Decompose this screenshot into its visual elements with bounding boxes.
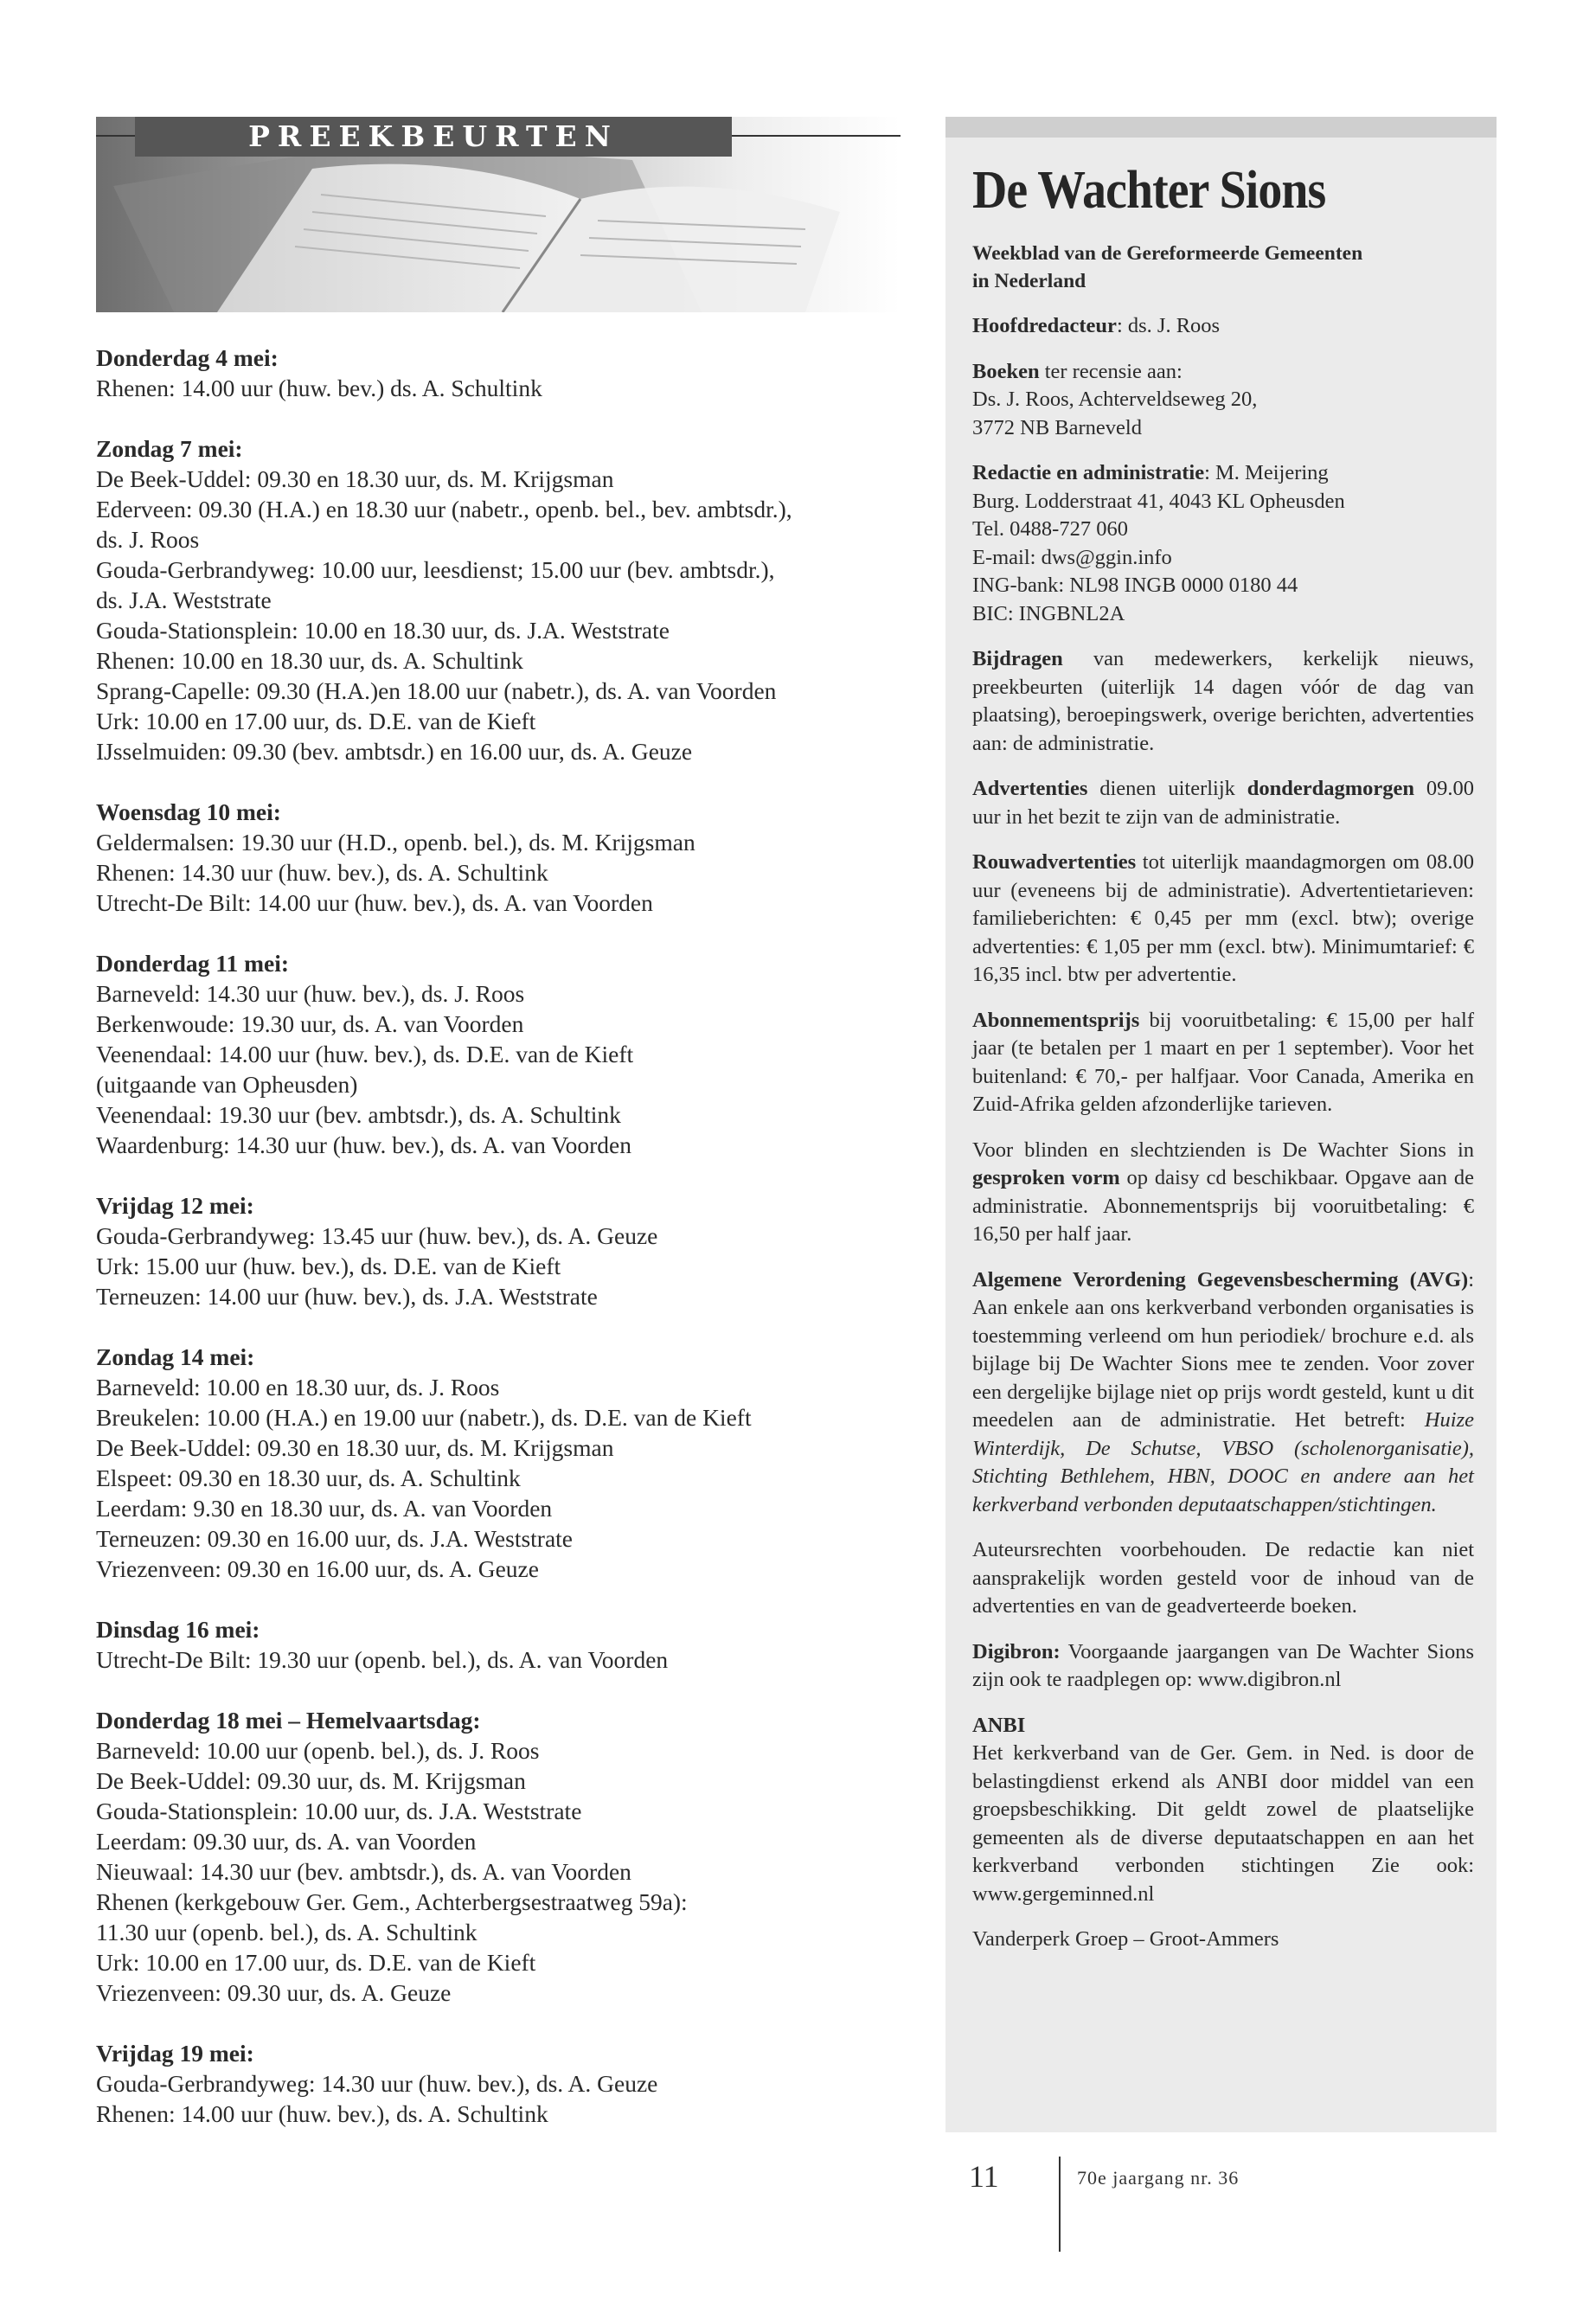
day-title: Vrijdag 12 mei:	[96, 1192, 254, 1219]
masthead-box	[945, 117, 1497, 2132]
subscription-info: Abonnementsprijs bij vooruitbetaling: € 15,00 per half jaar (te betalen per 1 maart en per 1 september). Voor het buitenland: € 70,- per halfjaar. Voor Canada, Amerika en Zuid-Afrika gelden afzonderlijke tarieven.	[972, 1008, 1474, 1116]
day-title: Donderdag 4 mei:	[96, 344, 279, 371]
service-entry: Veenendaal: 19.30 uur (bev. ambtsdr.), ds. A. Schultink	[96, 1101, 621, 1128]
sermon-schedule	[96, 343, 909, 2159]
service-entry: (uitgaande van Opheusden)	[96, 1071, 358, 1098]
service-entry: Barneveld: 14.30 uur (huw. bev.), ds. J. Roos	[96, 980, 525, 1007]
service-entry: Rhenen: 14.00 uur (huw. bev.) ds. A. Schultink	[96, 375, 542, 401]
day-title: Dinsdag 16 mei:	[96, 1616, 260, 1643]
service-entry: Nieuwaal: 14.30 uur (bev. ambtsdr.), ds. A. van Voorden	[96, 1858, 631, 1885]
service-entry: Waardenburg: 14.30 uur (huw. bev.), ds. A. van Voorden	[96, 1131, 631, 1158]
ads-info: Advertenties dienen uiterlijk donderdagmorgen 09.00 uur in het bezit te zijn van de administratie.	[972, 777, 1475, 829]
service-entry: Gouda-Gerbrandyweg: 14.30 uur (huw. bev.), ds. A. Geuze	[96, 2070, 658, 2097]
service-entry: Berkenwoude: 19.30 uur, ds. A. van Voorden	[96, 1010, 524, 1037]
anbi-info: ANBI Het kerkverband van de Ger. Gem. in Ned. is door de belastingdienst erkend als ANBI door middel van een groepsbeschikking. Dit geldt zowel de plaatselijke gemeenten als de diverse deputaatschappen en aan het kerkverband verbonden stichtingen Zie ook: www.gergeminned.nl	[972, 1713, 1474, 1906]
contributions-info: Bijdragen van medewerkers, kerkelijk nieuws, preekbeurten (uiterlijk 14 dagen vóór de dag van plaatsing), beroepingswerk, overige berichten, advertenties aan: de administratie.	[972, 647, 1474, 755]
service-entry: Rhenen (kerkgebouw Ger. Gem., Achterbergsestraatweg 59a):	[96, 1888, 688, 1915]
audio-edition-info: Voor blinden en slechtzienden is De Wachter Sions in gesproken vorm op daisy cd beschikbaar. Opgave aan de administratie. Abonnementsprijs bij vooruitbetaling: € 16,50 per half jaar.	[972, 1138, 1474, 1246]
schedule-day	[96, 1614, 909, 1675]
service-entry: ds. J.A. Weststrate	[96, 586, 272, 613]
service-entry: Terneuzen: 09.30 en 16.00 uur, ds. J.A. Weststrate	[96, 1525, 574, 1552]
masthead-subtitle: Weekblad van de Gereformeerde Gemeenten in Nederland	[972, 242, 1363, 292]
masthead-title: De Wachter Sions	[972, 161, 1326, 220]
service-entry: Urk: 10.00 en 17.00 uur, ds. D.E. van de Kieft	[96, 708, 536, 734]
page-number: 11	[969, 2159, 999, 2194]
service-entry: Elspeet: 09.30 en 18.30 uur, ds. A. Schultink	[96, 1465, 521, 1491]
volume-issue: 70e jaargang nr. 36	[1077, 2167, 1240, 2189]
day-title: Donderdag 11 mei:	[96, 950, 290, 977]
header-rule-right	[732, 135, 901, 137]
service-entry: De Beek-Uddel: 09.30 en 18.30 uur, ds. M. Krijgsman	[96, 1434, 614, 1461]
day-title: Zondag 14 mei:	[96, 1343, 255, 1370]
day-title: Woensdag 10 mei:	[96, 798, 281, 825]
day-title: Donderdag 18 mei – Hemelvaartsdag:	[96, 1707, 481, 1734]
service-entry: Leerdam: 09.30 uur, ds. A. van Voorden	[96, 1828, 477, 1855]
books-info: Boeken ter recensie aan: Ds. J. Roos, Achterveldseweg 20, 3772 NB Barneveld	[972, 359, 1258, 439]
schedule-day	[96, 343, 909, 403]
admin-info: Redactie en administratie: M. Meijering Burg. Lodderstraat 41, 4043 KL Opheusden Tel. 0488-727 060 E-mail: dws@ggin.info ING-bank: NL98 INGB 0000 0180 44 BIC: INGBNL2A	[972, 461, 1345, 625]
service-entry: Utrecht-De Bilt: 14.00 uur (huw. bev.), ds. A. van Voorden	[96, 889, 653, 916]
service-entry: Vriezenveen: 09.30 en 16.00 uur, ds. A. Geuze	[96, 1555, 539, 1582]
service-entry: Urk: 15.00 uur (huw. bev.), ds. D.E. van de Kieft	[96, 1253, 561, 1279]
schedule-day	[96, 2038, 909, 2129]
service-entry: Terneuzen: 14.00 uur (huw. bev.), ds. J.A. Weststrate	[96, 1283, 598, 1310]
service-entry: Veenendaal: 14.00 uur (huw. bev.), ds. D.E. van de Kieft	[96, 1041, 634, 1067]
service-entry: Urk: 10.00 en 17.00 uur, ds. D.E. van de Kieft	[96, 1949, 536, 1976]
service-entry: Gouda-Stationsplein: 10.00 en 18.30 uur, ds. J.A. Weststrate	[96, 617, 670, 644]
service-entry: Geldermalsen: 19.30 uur (H.D., openb. bel.), ds. M. Krijgsman	[96, 829, 695, 856]
printer-info: Vanderperk Groep – Groot-Ammers	[972, 1927, 1279, 1951]
header-rule-left	[96, 135, 135, 137]
service-entry: 11.30 uur (openb. bel.), ds. A. Schultink	[96, 1919, 478, 1945]
digibron-info: Digibron: Voorgaande jaargangen van De Wachter Sions zijn ook te raadplegen op: www.digibron.nl	[972, 1639, 1474, 1691]
service-entry: ds. J. Roos	[96, 526, 200, 553]
service-entry: Vriezenveen: 09.30 uur, ds. A. Geuze	[96, 1979, 452, 2006]
service-entry: Barneveld: 10.00 en 18.30 uur, ds. J. Roos	[96, 1374, 500, 1400]
service-entry: Sprang-Capelle: 09.30 (H.A.)en 18.00 uur (nabetr.), ds. A. van Voorden	[96, 677, 777, 704]
service-entry: De Beek-Uddel: 09.30 uur, ds. M. Krijgsman	[96, 1767, 526, 1794]
schedule-day	[96, 1342, 909, 1584]
service-entry: Utrecht-De Bilt: 19.30 uur (openb. bel.), ds. A. van Voorden	[96, 1646, 669, 1673]
service-entry: Ederveen: 09.30 (H.A.) en 18.30 uur (nabetr., openb. bel., bev. ambtsdr.),	[96, 496, 792, 522]
editor-info: Hoofdredacteur: ds. J. Roos	[972, 314, 1221, 337]
service-entry: Rhenen: 14.30 uur (huw. bev.), ds. A. Schultink	[96, 859, 548, 886]
mourning-ads-info: Rouwadvertenties tot uiterlijk maandagmorgen om 08.00 uur (eveneens bij de administratie). Advertentietarieven: familieberichten: € 0,45 per mm (excl. btw); overige advertenties: € 1,05 per mm (excl. btw). Minimumtarief: € 16,35 incl. btw per advertentie.	[972, 850, 1474, 986]
copyright-info: Auteursrechten voorbehouden. De redactie kan niet aansprakelijk worden gesteld voor de inhoud van de advertenties en van de geadverteerde boeken.	[972, 1538, 1474, 1618]
service-entry: Rhenen: 10.00 en 18.30 uur, ds. A. Schultink	[96, 647, 523, 674]
service-entry: Rhenen: 14.00 uur (huw. bev.), ds. A. Schultink	[96, 2100, 548, 2127]
service-entry: Leerdam: 9.30 en 18.30 uur, ds. A. van Voorden	[96, 1495, 553, 1522]
service-entry: Breukelen: 10.00 (H.A.) en 19.00 uur (nabetr.), ds. D.E. van de Kieft	[96, 1404, 752, 1431]
footer-divider	[1059, 2157, 1061, 2252]
service-entry: Barneveld: 10.00 uur (openb. bel.), ds. J. Roos	[96, 1737, 540, 1764]
schedule-day	[96, 797, 909, 918]
section-label: PREEKBEURTEN	[135, 117, 732, 157]
schedule-day	[96, 948, 909, 1160]
schedule-day	[96, 1705, 909, 2008]
service-entry: Gouda-Stationsplein: 10.00 uur, ds. J.A. Weststrate	[96, 1798, 582, 1824]
schedule-day	[96, 1190, 909, 1311]
service-entry: De Beek-Uddel: 09.30 en 18.30 uur, ds. M. Krijgsman	[96, 465, 614, 492]
service-entry: Gouda-Gerbrandyweg: 10.00 uur, leesdienst; 15.00 uur (bev. ambtsdr.),	[96, 556, 775, 583]
avg-info: Algemene Verordening Gegevensbescherming (AVG): Aan enkele aan ons kerkverband verbonden organisaties is toestemming verleend om hun periodiek/ brochure e.d. als bijlage bij De Wachter Sions mee te zenden. Voor zover een dergelijke bijlage niet op prijs wordt gesteld, kunt u dit meedelen aan de administratie. Het betreft: Huize Winterdijk, De Schutse, VBSO (scholenorganisatie), Stichting Bethlehem, HBN, DOOC en andere aan het kerkverband verbonden deputaatschappen/stichtingen.	[972, 1267, 1474, 1516]
schedule-day	[96, 433, 909, 766]
service-entry: Gouda-Gerbrandyweg: 13.45 uur (huw. bev.), ds. A. Geuze	[96, 1222, 658, 1249]
service-entry: IJsselmuiden: 09.30 (bev. ambtsdr.) en 16.00 uur, ds. A. Geuze	[96, 738, 693, 765]
day-title: Zondag 7 mei:	[96, 435, 243, 462]
day-title: Vrijdag 19 mei:	[96, 2040, 254, 2067]
